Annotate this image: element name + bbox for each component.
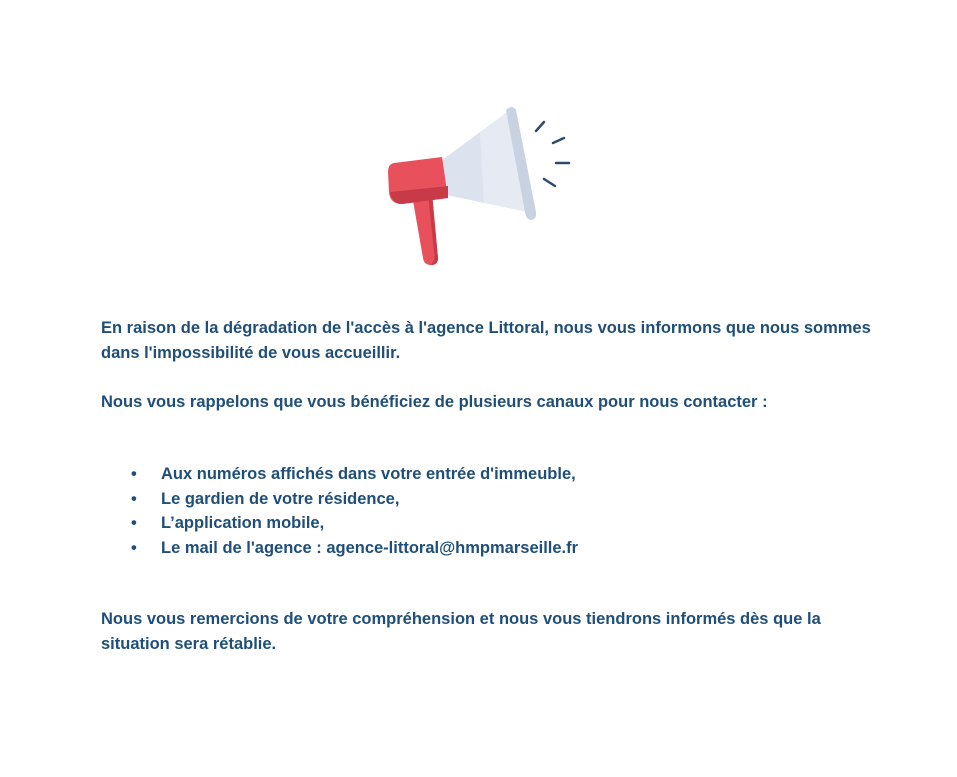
intro-paragraph: En raison de la dégradation de l'accès à l'agence Littoral, nous vous informons que nous sommes dans l'impossibilité de vous accueillir. <box>101 319 871 362</box>
bullet-icon: • <box>131 465 137 483</box>
contact-channels-list <box>101 462 871 561</box>
bullet-icon: • <box>131 514 137 533</box>
bullet-icon: • <box>131 489 137 508</box>
list-item <box>101 511 871 536</box>
list-item-label: Aux numéros affichés dans votre entrée d'immeuble, <box>161 465 576 483</box>
bullet-icon: • <box>131 539 137 558</box>
closing-paragraph: Nous vous remercions de votre compréhension et nous vous tiendrons informés dès que la situation sera rétablie. <box>101 609 821 653</box>
notice-content <box>101 316 871 657</box>
list-item <box>101 487 871 512</box>
megaphone-icon <box>380 100 580 270</box>
reminder-paragraph: Nous vous rappelons que vous bénéficiez de plusieurs canaux pour nous contacter : <box>101 393 768 411</box>
list-item-label: Le gardien de votre résidence, <box>161 489 400 508</box>
list-item <box>101 536 871 561</box>
list-item-label: L’application mobile, <box>161 514 325 533</box>
list-item-label: Le mail de l'agence : agence-littoral@hmpmarseille.fr <box>161 539 579 558</box>
list-item <box>101 462 871 487</box>
